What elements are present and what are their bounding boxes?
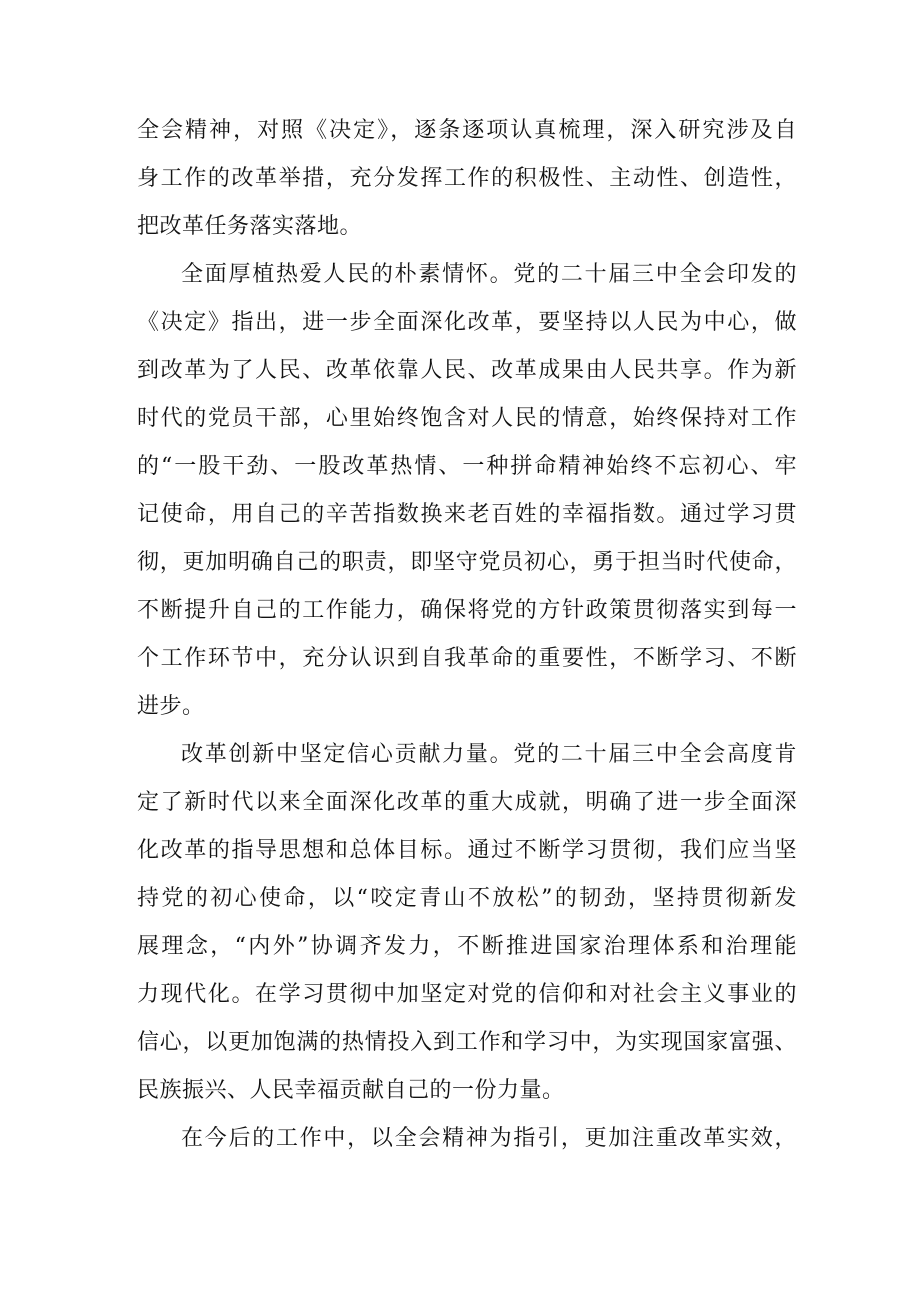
text-line: 时代的党员干部，心里始终饱含对人民的情意，始终保持对工作 [137,406,797,431]
text-line: 彻，更加明确自己的职责，即坚守党员初心，勇于担当时代使命， [137,550,797,575]
paragraph-reform-confidence [137,731,797,1115]
text-line: 改革创新中坚定信心贡献力量。党的二十届三中全会高度肯 [181,742,797,767]
text-line: 不断提升自己的工作能力，确保将党的方针政策贯彻落实到每一 [137,598,797,623]
paragraph-continuation [137,107,797,251]
text-line: 到改革为了人民、改革依靠人民、改革成果由人民共享。作为新 [137,358,797,383]
text-line: 的“一股干劲、一股改革热情、一种拼命精神始终不忘初心、牢 [137,454,797,479]
text-line: 持党的初心使命，以“咬定青山不放松”的韧劲，坚持贯彻新发 [137,886,797,911]
text-line: 力现代化。在学习贯彻中加坚定对党的信仰和对社会主义事业的 [137,982,797,1007]
paragraph-future-work [137,1115,797,1163]
text-line: 全面厚植热爱人民的朴素情怀。党的二十届三中全会印发的 [181,262,797,287]
text-line: 记使命，用自己的辛苦指数换来老百姓的幸福指数。通过学习贯 [137,502,797,527]
paragraph-people-sentiment [137,251,797,731]
text-line: 定了新时代以来全面深化改革的重大成就，明确了进一步全面深 [137,790,797,815]
text-line: 身工作的改革举措，充分发挥工作的积极性、主动性、创造性， [137,166,797,191]
text-line: 个工作环节中，充分认识到自我革命的重要性，不断学习、不断 [137,646,797,671]
text-line: 信心，以更加饱满的热情投入到工作和学习中，为实现国家富强、 [137,1030,797,1055]
text-line: 化改革的指导思想和总体目标。通过不断学习贯彻，我们应当坚 [137,838,797,863]
text-line: 把改革任务落实落地。 [137,214,363,239]
text-line: 全会精神，对照《决定》，逐条逐项认真梳理，深入研究涉及自 [137,118,797,143]
text-line: 《决定》指出，进一步全面深化改革，要坚持以人民为中心，做 [137,310,797,335]
text-line: 进步。 [137,694,205,719]
text-line: 展理念，“内外”协调齐发力，不断推进国家治理体系和治理能 [137,934,797,959]
body-text [137,107,797,1163]
text-line: 在今后的工作中，以全会精神为指引，更加注重改革实效， [181,1126,797,1151]
text-line: 民族振兴、人民幸福贡献自己的一份力量。 [137,1078,565,1103]
